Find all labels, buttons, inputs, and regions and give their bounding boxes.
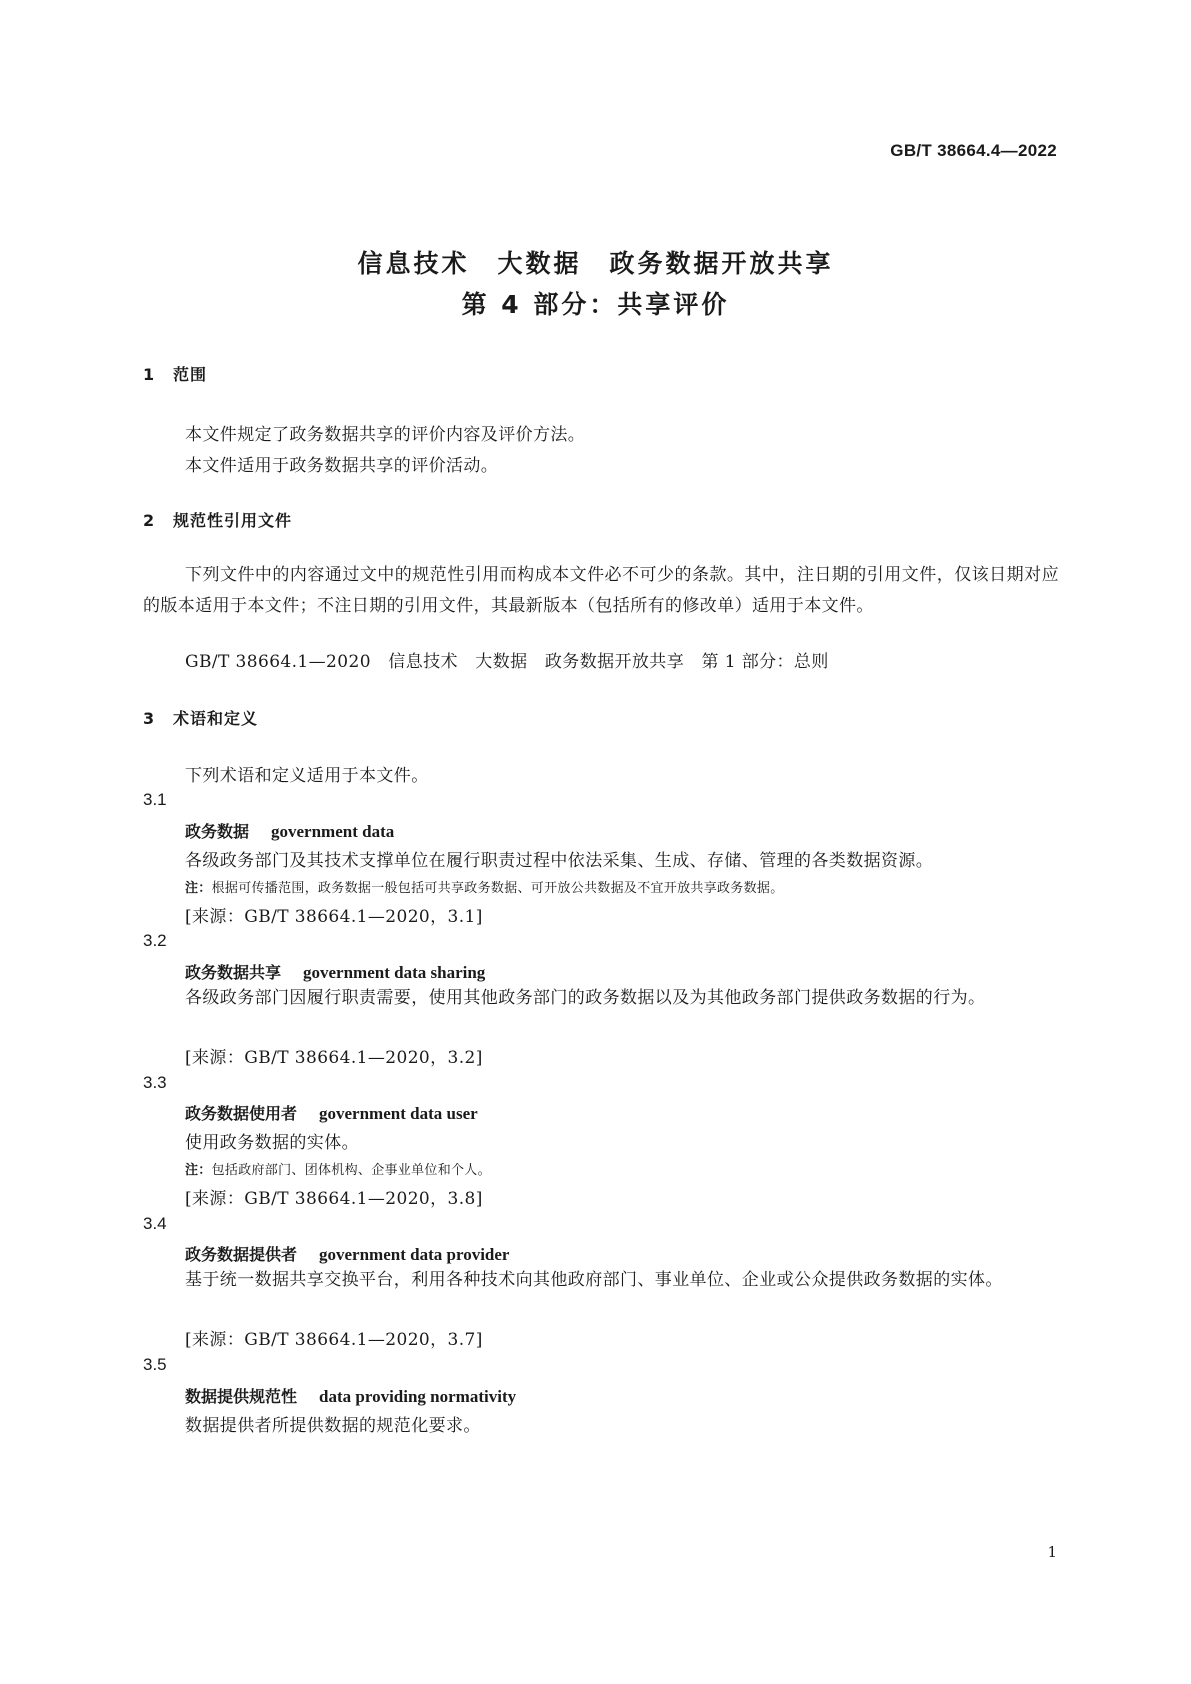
term-cn: 政务数据使用者 <box>185 1104 298 1123</box>
note-label: 注： <box>185 1163 212 1178</box>
term-number: 3.4 <box>143 1214 167 1233</box>
normative-reference: GB/T 38664.1—2020 信息技术 大数据 政务数据开放共享 第 1 部分：总则 <box>185 652 829 672</box>
note-label: 注： <box>185 881 212 896</box>
term-en: government data <box>271 822 395 841</box>
term-definition: 各级政务部门及其技术支撑单位在履行职责过程中依法采集、生成、存储、管理的各类数据资源。 <box>185 851 934 871</box>
term-source: [来源：GB/T 38664.1—2020，3.2] <box>185 1048 483 1068</box>
document-title-line1: 信息技术 大数据 政务数据开放共享 <box>357 249 834 278</box>
term-definition: 数据提供者所提供数据的规范化要求。 <box>185 1416 481 1436</box>
paragraph: 本文件适用于政务数据共享的评价活动。 <box>185 456 499 476</box>
term-number: 3.3 <box>143 1073 167 1092</box>
term-en: government data sharing <box>303 963 486 982</box>
note-text: 根据可传播范围，政务数据一般包括可共享政务数据、可开放公共数据及不宜开放共享政务数据。 <box>211 881 784 896</box>
section-number: 1 <box>143 365 156 384</box>
term-heading <box>185 1101 478 1124</box>
section-1-heading <box>143 362 207 385</box>
term-heading <box>185 1384 516 1407</box>
term-number: 3.5 <box>143 1355 167 1374</box>
section-title: 规范性引用文件 <box>173 511 293 530</box>
paragraph: 下列文件中的内容通过文中的规范性引用而构成本文件必不可少的条款。其中，注日期的引用文件，仅该日期对应的版本适用于本文件；不注日期的引用文件，其最新版本（包括所有的修改单）适用于本文件。 <box>143 565 1059 616</box>
paragraph: 本文件规定了政务数据共享的评价内容及评价方法。 <box>185 425 586 445</box>
section-number: 3 <box>143 709 156 728</box>
term-source: [来源：GB/T 38664.1—2020，3.8] <box>185 1189 483 1209</box>
term-note <box>185 1159 491 1178</box>
term-en: government data user <box>319 1104 478 1123</box>
page-number: 1 <box>1047 1543 1057 1561</box>
term-definition: 基于统一数据共享交换平台，利用各种技术向其他政府部门、事业单位、企业或公众提供政务数据的实体。 <box>185 1270 1003 1290</box>
term-source: [来源：GB/T 38664.1—2020，3.1] <box>185 907 483 927</box>
section-3-heading <box>143 706 258 729</box>
term-cn: 政务数据 <box>185 822 250 841</box>
section-title: 范围 <box>173 365 208 384</box>
term-number: 3.1 <box>143 790 167 809</box>
term-source: [来源：GB/T 38664.1—2020，3.7] <box>185 1330 483 1350</box>
section-2-heading <box>143 508 292 531</box>
document-title-line2: 第 4 部分：共享评价 <box>461 290 730 319</box>
standard-code: GB/T 38664.4—2022 <box>890 141 1057 160</box>
section-number: 2 <box>143 511 156 530</box>
term-cn: 政务数据共享 <box>185 963 282 982</box>
term-note <box>185 877 784 896</box>
term-definition: 各级政务部门因履行职责需要，使用其他政务部门的政务数据以及为其他政务部门提供政务数据的行为。 <box>185 988 986 1008</box>
term-number: 3.2 <box>143 931 167 950</box>
term-en: data providing normativity <box>319 1387 517 1406</box>
term-heading <box>185 1242 509 1265</box>
term-cn: 数据提供规范性 <box>185 1387 298 1406</box>
term-definition: 使用政务数据的实体。 <box>185 1133 359 1153</box>
term-heading <box>185 960 485 983</box>
note-text: 包括政府部门、团体机构、企事业单位和个人。 <box>211 1163 491 1178</box>
term-en: government data provider <box>319 1245 510 1264</box>
term-heading <box>185 819 394 842</box>
paragraph: 下列术语和定义适用于本文件。 <box>185 766 429 786</box>
section-title: 术语和定义 <box>173 709 259 728</box>
term-cn: 政务数据提供者 <box>185 1245 298 1264</box>
